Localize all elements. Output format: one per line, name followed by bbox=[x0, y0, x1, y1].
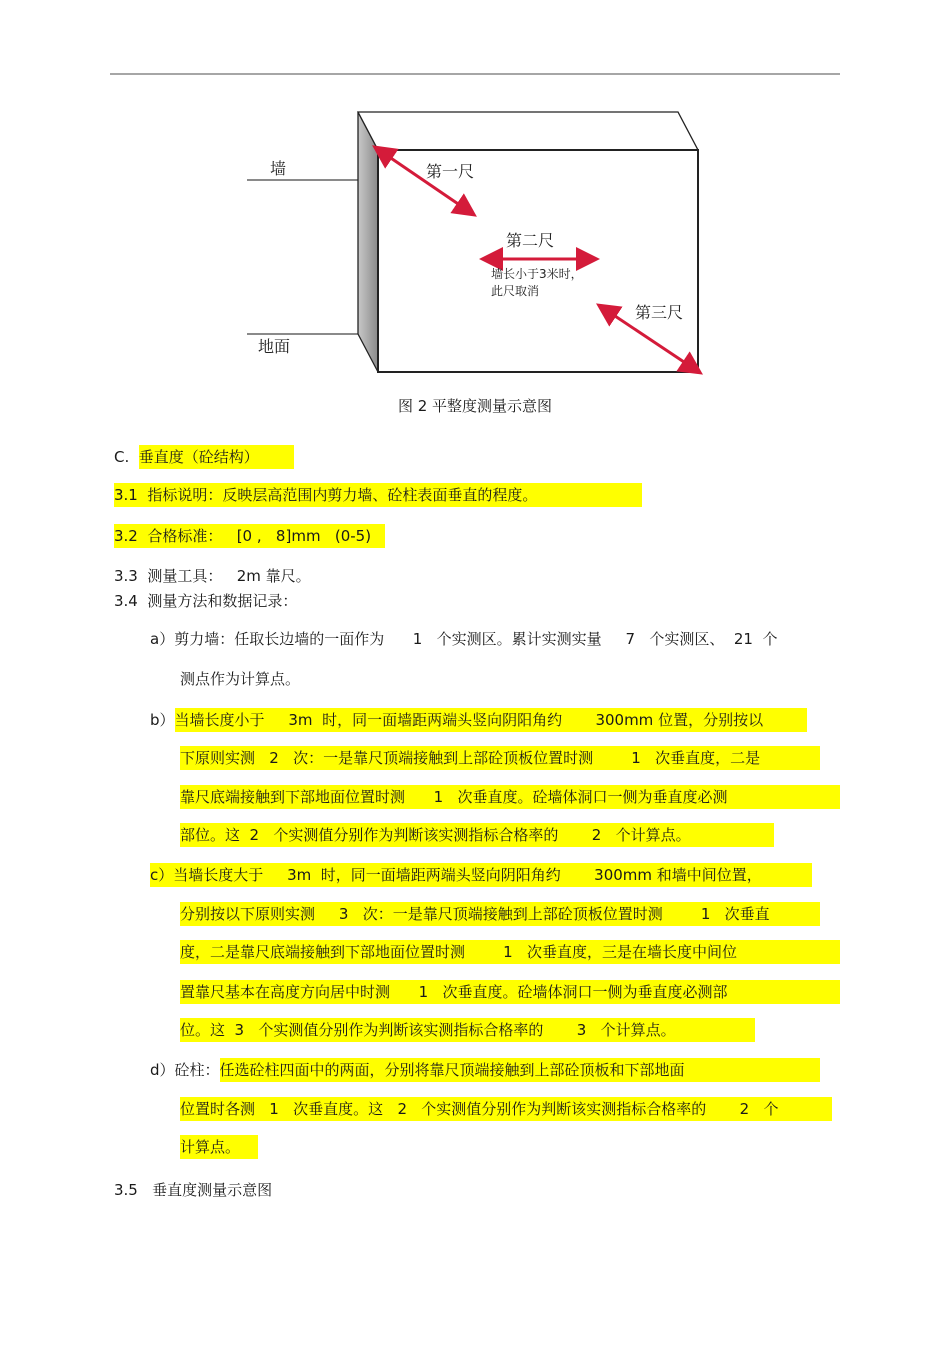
note-line-2: 此尺取消 bbox=[491, 284, 540, 298]
para-c-line-4: 置靠尺基本在高度方向居中时测 1 次垂直度。砼墙体洞口一侧为垂直度必测部 bbox=[180, 980, 840, 1004]
item-3-5: 3.5 垂直度测量示意图 bbox=[114, 1181, 273, 1199]
para-c-line-1: c）当墙长度大于 3m 时，同一面墙距两端头竖向阴阳角约 300mm 和墙中间位置， bbox=[150, 863, 812, 887]
para-d-prefix: d）砼柱： bbox=[150, 1061, 220, 1079]
para-c-line-2: 分别按以下原则实测 3 次：一是靠尺顶端接触到上部砼顶板位置时测 1 次垂直 bbox=[180, 902, 820, 926]
item-3-3: 3.3 测量工具： 2m 靠尺。 bbox=[114, 567, 311, 585]
para-b-line-1 bbox=[150, 708, 807, 732]
label-ruler-1: 第一尺 bbox=[426, 162, 475, 181]
para-b-line-2: 下原则实测 2 次：一是靠尺顶端接触到上部砼顶板位置时测 1 次垂直度，二是 bbox=[180, 746, 820, 770]
figure-caption: 图 2 平整度测量示意图 bbox=[397, 397, 553, 415]
label-ruler-3: 第三尺 bbox=[635, 303, 684, 322]
item-3-4: 3.4 测量方法和数据记录： bbox=[114, 592, 298, 610]
para-c-line-3: 度，二是靠尺底端接触到下部地面位置时测 1 次垂直度，三是在墙长度中间位 bbox=[180, 940, 840, 964]
wall-top-face bbox=[358, 112, 698, 150]
para-b-line-1-text: 当墙长度小于 3m 时，同一面墙距两端头竖向阴阳角约 300mm 位置，分别按以 bbox=[175, 708, 807, 732]
label-ground: 地面 bbox=[258, 337, 291, 356]
item-3-2: 3.2 合格标准： [0 , 8]mm (0-5) bbox=[114, 524, 385, 548]
note-line-1: 墙长小于3米时， bbox=[491, 267, 583, 281]
para-b-prefix: b） bbox=[150, 711, 175, 729]
para-b-line-3: 靠尺底端接触到下部地面位置时测 1 次垂直度。砼墙体洞口一侧为垂直度必测 bbox=[180, 785, 840, 809]
para-b-line-4: 部位。这 2 个实测值分别作为判断该实测指标合格率的 2 个计算点。 bbox=[180, 823, 774, 847]
section-c-heading bbox=[114, 445, 294, 469]
section-c-label: C. bbox=[114, 448, 139, 466]
para-a-line-2: 测点作为计算点。 bbox=[180, 670, 301, 688]
para-a-line-1: a）剪力墙：任取长边墙的一面作为 1 个实测区。累计实测实量 7 个实测区、 21 个 bbox=[150, 630, 778, 648]
para-d-line-1 bbox=[150, 1058, 820, 1082]
para-d-line-2: 位置时各测 1 次垂直度。这 2 个实测值分别作为判断该实测指标合格率的 2 个 bbox=[180, 1097, 832, 1121]
label-wall: 墙 bbox=[270, 159, 287, 178]
label-ruler-2: 第二尺 bbox=[506, 231, 555, 250]
section-c-title: 垂直度（砼结构） bbox=[139, 445, 294, 469]
wall-side-face bbox=[358, 112, 378, 372]
item-3-1: 3.1 指标说明：反映层高范围内剪力墙、砼柱表面垂直的程度。 bbox=[114, 483, 642, 507]
para-c-line-5: 位。这 3 个实测值分别作为判断该实测指标合格率的 3 个计算点。 bbox=[180, 1018, 755, 1042]
para-d-line-3: 计算点。 bbox=[180, 1135, 258, 1159]
flatness-diagram bbox=[110, 72, 840, 382]
para-d-line-1-text: 任选砼柱四面中的两面，分别将靠尺顶端接触到上部砼顶板和下部地面 bbox=[220, 1058, 820, 1082]
